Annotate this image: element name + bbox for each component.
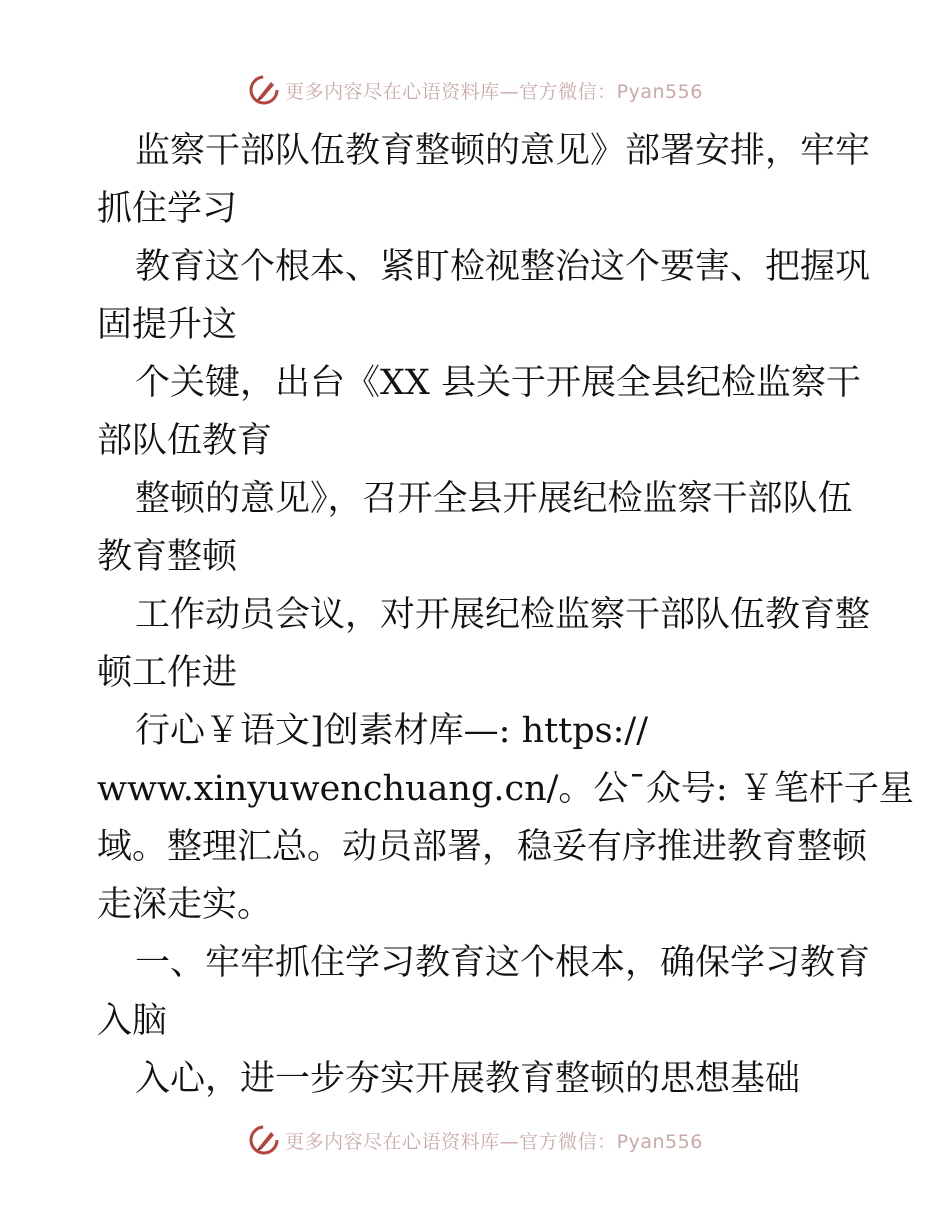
body-line: 走深走实。: [97, 885, 273, 925]
footer-watermark: [0, 1120, 950, 1160]
body-line: 抓住学习: [97, 189, 238, 229]
header-watermark-account: Pyan556: [616, 80, 703, 103]
footer-watermark-text: [285, 1127, 703, 1154]
footer-watermark-account: Pyan556: [616, 1130, 703, 1153]
header-watermark-label: 更多内容尽在心语资料库—官方微信：: [285, 80, 617, 103]
body-line: 教育整顿: [97, 537, 238, 577]
body-line: 个关键，出台《XX 县关于开展全县纪检监察干: [135, 363, 861, 403]
body-line: 入心，进一步夯实开展教育整顿的思想基础: [135, 1059, 801, 1099]
body-line: 工作动员会议，对开展纪检监察干部队伍教育整: [135, 595, 871, 635]
body-line: 入脑: [97, 1001, 168, 1041]
header-watermark: [0, 70, 950, 110]
document-body: [97, 122, 914, 1108]
body-line: 域。整理汇总。动员部署，稳妥有序推进教育整顿: [97, 827, 868, 867]
body-line: 固提升这: [97, 305, 238, 345]
body-line: 监察干部队伍教育整顿的意见》部署安排，牢牢: [135, 131, 871, 171]
body-line: 教育这个根本、紧盯检视整治这个要害、把握巩: [135, 247, 871, 287]
body-line: 行心￥语文]创素材库—: https://: [135, 711, 648, 751]
body-line: 一、牢牢抓住学习教育这个根本，确保学习教育: [135, 943, 871, 983]
header-watermark-text: [285, 77, 703, 104]
body-line: 整顿的意见》，召开全县开展纪检监察干部队伍: [135, 479, 853, 519]
brand-logo-icon: [247, 1123, 281, 1157]
body-line: www.xinyuwenchuang.cn/。公¯众号: ￥笔杆子星: [97, 769, 914, 809]
body-line: 顿工作进: [97, 653, 238, 693]
body-line: 部队伍教育: [97, 421, 273, 461]
footer-watermark-label: 更多内容尽在心语资料库—官方微信：: [285, 1130, 617, 1153]
brand-logo-icon: [247, 73, 281, 107]
